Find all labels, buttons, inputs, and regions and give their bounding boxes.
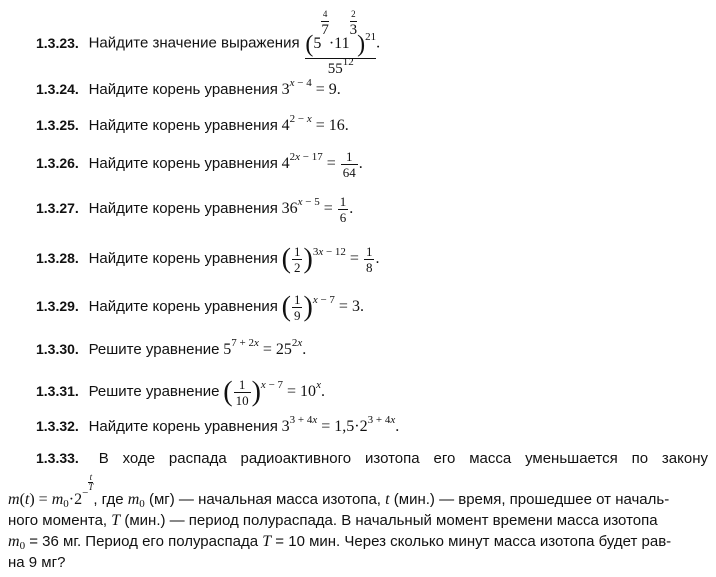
equation: $4^{2x - 17}$ = $\frac{1}{64}$ . xyxy=(281,149,363,180)
problem-1-3-32 xyxy=(36,414,400,436)
problem-number: 1.3.26. xyxy=(36,155,79,172)
problem-number: 1.3.33. xyxy=(36,450,79,466)
decay-formula: $m(t) = m_0\cdot 2^{- \frac{t}{T}}$ xyxy=(8,472,94,510)
expression-fraction: (5 $^{4 7}$ ·11 $^{2 3}$ )$^{21}$ $55^{12}$ xyxy=(305,9,377,78)
problem-1-3-33-line-5: на 9 мг? xyxy=(8,554,66,571)
equation: $5^{7 + 2x} = 25^{2x}$. xyxy=(223,337,307,358)
problem-text: Найдите корень уравнения xyxy=(88,81,278,98)
problem-number: 1.3.25. xyxy=(36,117,79,133)
problem-1-3-23: 1.3.23. Найдите значение выражения (5 $^{4 7}$ ·11 $^{2 3}$ )$^{21}$ $55^{12}$ . xyxy=(36,9,381,78)
equation: $4^{2 - x} = 16$. xyxy=(281,113,349,134)
problem-number: 1.3.28. xyxy=(36,250,79,267)
equation: $3^{x - 4} = 9$. xyxy=(281,77,341,98)
problem-number: 1.3.24. xyxy=(36,81,79,97)
problem-1-3-28 xyxy=(36,245,379,274)
equation: $36^{x - 5}$ = $\frac{1}{6}$ . xyxy=(281,194,354,225)
equation: $3^{3 + 4x} = 1,5\cdot 2^{3 + 4x}$. xyxy=(281,414,400,435)
problem-1-3-33-line-2: $m(t) = m_0\cdot 2^{- \frac{t}{T}}$ , где $m_0$ (мг) — начальная масса изотопа, t (мин.) — время, прошедшее от началь- xyxy=(8,472,670,510)
problem-text: Найдите корень уравнения xyxy=(88,250,278,268)
problem-number: 1.3.27. xyxy=(36,200,79,217)
problem-text: Найдите корень уравнения xyxy=(88,418,278,435)
problem-number: 1.3.32. xyxy=(36,418,79,434)
equation: ( $\frac{1}{9}$ )$^{x - 7}$ = 3. xyxy=(281,291,364,323)
problem-text: Найдите корень уравнения xyxy=(88,200,278,218)
problem-text: Найдите корень уравнения xyxy=(88,298,278,316)
problem-1-3-24 xyxy=(36,77,341,99)
problem-number: 1.3.23. xyxy=(36,34,79,51)
problem-1-3-31 xyxy=(36,378,325,407)
problem-1-3-33-line-3: ного момента, T (мин.) — период полураспада. В начальный момент времени масса изотопа xyxy=(8,512,658,529)
problem-1-3-33-line-1 xyxy=(36,448,708,469)
problem-number: 1.3.31. xyxy=(36,383,79,400)
problem-1-3-25 xyxy=(36,113,349,135)
problem-text: Решите уравнение xyxy=(88,341,220,358)
problem-number: 1.3.29. xyxy=(36,298,79,315)
problem-text: Найдите значение выражения xyxy=(88,34,300,52)
problem-1-3-27 xyxy=(36,195,353,224)
problem-1-3-30 xyxy=(36,337,307,359)
problem-text: Решите уравнение xyxy=(88,383,220,401)
problem-text: Найдите корень уравнения xyxy=(88,117,278,134)
problem-text: Найдите корень уравнения xyxy=(88,155,278,173)
problem-number: 1.3.30. xyxy=(36,341,79,357)
equation: ( $\frac{1}{2}$ )$^{3x - 12}$ = $\frac{1}{8}$ . xyxy=(281,243,380,275)
problem-text: В ходе распада радиоактивного изотопа его масса уменьшается по закону xyxy=(98,450,709,467)
problem-1-3-33-line-4: $m_0 = 36$ мг. Период его полураспада T = 10 мин. Через сколько минут масса изотопа будет рав- xyxy=(8,533,672,552)
problem-1-3-26 xyxy=(36,150,363,179)
problem-1-3-33 xyxy=(8,448,709,573)
equation: ( $\frac{1}{10}$ )$^{x - 7} = 10^x$. xyxy=(223,376,325,408)
problem-1-3-29 xyxy=(36,293,364,322)
